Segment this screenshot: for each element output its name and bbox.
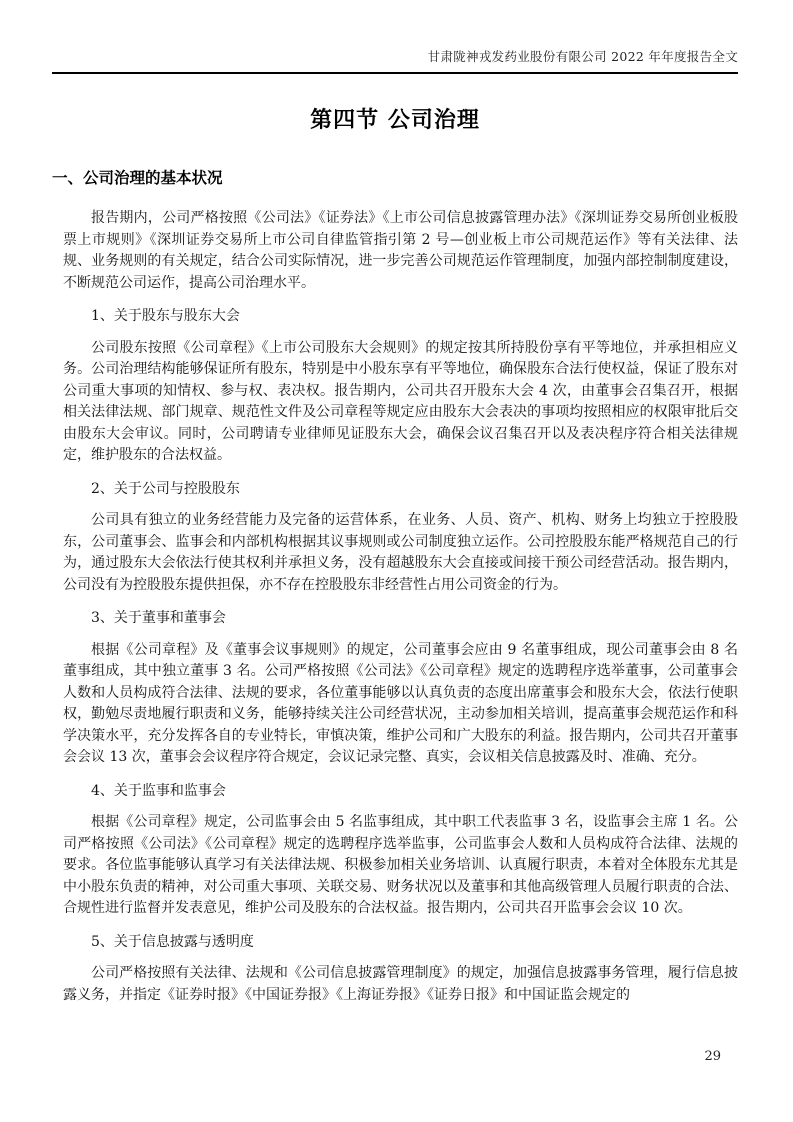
document-body <box>63 208 738 1006</box>
paragraph-controlling-shareholder: 公司具有独立的业务经营能力及完备的运营体系，在业务、人员、资产、机构、财务上均独立于控股股东，公司董事会、监事会和内部机构根据其议事规则或公司制度独立运作。公司控股股东能严格规范自己的行为，通过股东大会依法行使其权利并承担义务，没有超越股东大会直接或间接干预公司经营活动。报告期内，公司没有为控股股东提供担保，亦不存在控股股东非经营性占用公司资金的行为。 <box>63 512 738 593</box>
subheading-disclosure: 5、关于信息披露与透明度 <box>91 933 254 950</box>
paragraph-supervisors: 根据《公司章程》规定，公司监事会由 5 名监事组成，其中职工代表监事 3 名，设监事会主席 1 名。公司严格按照《公司法》《公司章程》规定的选聘程序选举监事，公司监事会人数和人员构成符合法律、法规的要求。各位监事能够认真学习有关法律法规、积极参加相关业务培训、认真履行职责，本着对全体股东尤其是中小股东负责的精神，对公司重大事项、关联交易、财务状况以及董事和其他高级管理人员履行职责的合法、合规性进行监督并发表意见，维护公司及股东的合法权益。报告期内，公司共召开监事会会议 10 次。 <box>63 814 738 917</box>
header-title-text: 甘肃陇神戎发药业股份有限公司 2022 年年度报告全文 <box>427 49 738 64</box>
page-header <box>52 48 738 74</box>
subheading-supervisors: 4、关于监事和监事会 <box>91 782 226 799</box>
page-number: 29 <box>704 1049 721 1064</box>
paragraph-disclosure: 公司严格按照有关法律、法规和《公司信息披露管理制度》的规定，加强信息披露事务管理，履行信息披露义务，并指定《证券时报》《中国证券报》《上海证券报》《证券日报》和中国证监会规定的 <box>63 965 738 1003</box>
paragraph-intro: 报告期内，公司严格按照《公司法》《证券法》《上市公司信息披露管理办法》《深圳证券交易所创业板股票上市规则》《深圳证券交易所上市公司自律监管指引第 2 号—创业板上市公司规范运作》等有关法律、法规、业务规则的有关规定，结合公司实际情况，进一步完善公司规范运作管理制度，加强内部控制制度建设，不断规范公司运作，提高公司治理水平。 <box>63 210 738 291</box>
subheading-shareholders: 1、关于股东与股东大会 <box>91 308 240 325</box>
subheading-controlling-shareholder: 2、关于公司与控股股东 <box>91 480 240 497</box>
subheading-directors: 3、关于董事和董事会 <box>91 610 226 627</box>
paragraph-shareholders: 公司股东按照《公司章程》《上市公司股东大会规则》的规定按其所持股份享有平等地位，并承担相应义务。公司治理结构能够保证所有股东，特别是中小股东享有平等地位，确保股东合法行使权益，保证了股东对公司重大事项的知情权、参与权、表决权。报告期内，公司共召开股东大会 4 次，由董事会召集召开，根据相关法律法规、部门规章、规范性文件及公司章程等规定应由股东大会表决的事项均按照相应的权限审批后交由股东大会审议。同时，公司聘请专业律师见证股东大会，确保会议召集召开以及表决程序符合相关法律规定，维护股东的合法权益。 <box>63 339 738 464</box>
section-heading: 一、公司治理的基本状况 <box>52 169 223 188</box>
paragraph-directors: 根据《公司章程》及《董事会议事规则》的规定，公司董事会应由 9 名董事组成，现公司董事会由 8 名董事组成，其中独立董事 3 名。公司严格按照《公司法》《公司章程》规定的选聘程序选举董事，公司董事会人数和人员构成符合法律、法规的要求，各位董事能够以认真负责的态度出席董事会和股东大会，依法行使职权，勤勉尽责地履行职责和义务，能够持续关注公司经营状况，主动参加相关培训，提高董事会规范运作和科学决策水平，充分发挥各自的专业特长，审慎决策，维护公司和广大股东的利益。报告期内，公司共召开董事会会议 13 次，董事会会议程序符合规定，会议记录完整、真实，会议相关信息披露及时、准确、充分。 <box>63 641 738 766</box>
chapter-title: 第四节 公司治理 <box>310 107 480 133</box>
